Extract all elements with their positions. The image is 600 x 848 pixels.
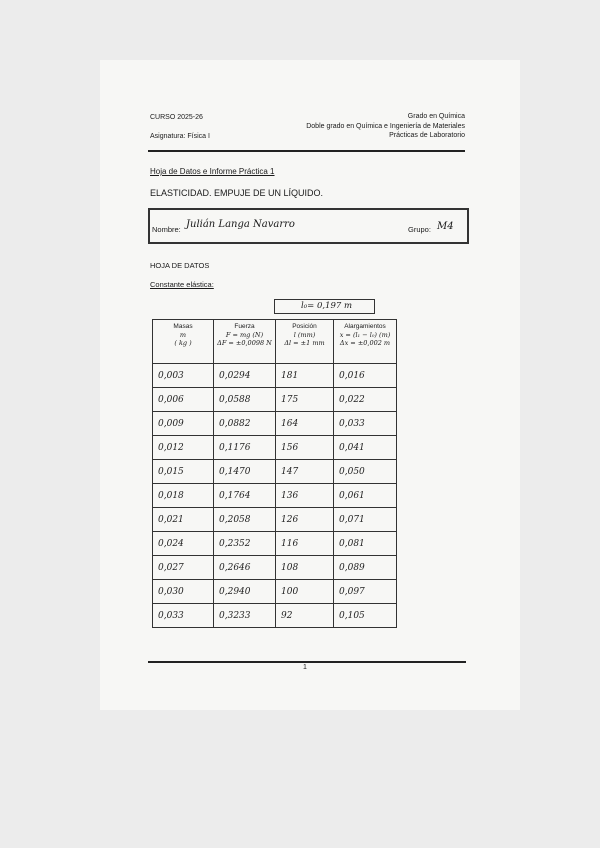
degree-line-3: Prácticas de Laboratorio — [389, 132, 465, 139]
table-row — [153, 460, 397, 484]
cell-fuerza: 0,2058 — [214, 508, 276, 532]
header-posicion — [276, 320, 334, 364]
l0-value: l₀= 0,197 m — [301, 301, 353, 311]
cell-masa: 0,024 — [153, 532, 214, 556]
header-alargamientos-line1: Alargamientos — [344, 323, 386, 330]
cell-posicion: 100 — [276, 580, 334, 604]
header-fuerza-line3: ΔF = ±0,0098 N — [217, 339, 272, 347]
cell-fuerza: 0,1176 — [214, 436, 276, 460]
header-masas-line2: m — [179, 331, 187, 339]
header-posicion-line2: l (mm) — [293, 331, 316, 339]
cell-posicion: 164 — [276, 412, 334, 436]
header-rule — [148, 150, 465, 152]
cell-fuerza: 0,0294 — [214, 364, 276, 388]
table-row — [153, 580, 397, 604]
name-box — [148, 208, 469, 244]
footer-rule — [148, 661, 466, 663]
cell-masa: 0,015 — [153, 460, 214, 484]
cell-alargamiento: 0,022 — [334, 388, 397, 412]
cell-posicion: 156 — [276, 436, 334, 460]
cell-posicion: 126 — [276, 508, 334, 532]
cell-masa: 0,009 — [153, 412, 214, 436]
table-header-row — [153, 320, 397, 364]
cell-alargamiento: 0,071 — [334, 508, 397, 532]
cell-fuerza: 0,2352 — [214, 532, 276, 556]
doc-title: Hoja de Datos e Informe Práctica 1 — [150, 167, 275, 176]
cell-masa: 0,018 — [153, 484, 214, 508]
cell-alargamiento: 0,089 — [334, 556, 397, 580]
group-value: M4 — [437, 221, 454, 232]
l0-box — [274, 299, 375, 314]
cell-alargamiento: 0,033 — [334, 412, 397, 436]
cell-posicion: 108 — [276, 556, 334, 580]
cell-fuerza: 0,2646 — [214, 556, 276, 580]
cell-alargamiento: 0,016 — [334, 364, 397, 388]
table-row — [153, 412, 397, 436]
header-fuerza — [214, 320, 276, 364]
cell-masa: 0,030 — [153, 580, 214, 604]
cell-masa: 0,012 — [153, 436, 214, 460]
degree-line-2: Doble grado en Química e Ingeniería de Materiales — [306, 123, 465, 130]
table-row — [153, 604, 397, 628]
header-alargamientos-line3: Δx = ±0,002 m — [339, 339, 391, 347]
cell-posicion: 147 — [276, 460, 334, 484]
cell-masa: 0,027 — [153, 556, 214, 580]
header-alargamientos — [334, 320, 397, 364]
header-masas-line1: Masas — [173, 323, 193, 330]
table-row — [153, 508, 397, 532]
cell-alargamiento: 0,105 — [334, 604, 397, 628]
table-row — [153, 388, 397, 412]
cell-posicion: 92 — [276, 604, 334, 628]
name-value: Julián Langa Navarro — [186, 219, 295, 230]
subject-label: Asignatura: Física I — [150, 133, 210, 140]
cell-masa: 0,006 — [153, 388, 214, 412]
cell-fuerza: 0,0882 — [214, 412, 276, 436]
header-fuerza-line2: F = mg (N) — [225, 331, 264, 339]
cell-alargamiento: 0,050 — [334, 460, 397, 484]
cell-alargamiento: 0,041 — [334, 436, 397, 460]
header-alargamientos-line2: x = (l₁ − l₀) (m) — [339, 331, 391, 339]
data-table — [152, 319, 397, 628]
header-masas — [153, 320, 214, 364]
cell-posicion: 181 — [276, 364, 334, 388]
page-number: 1 — [303, 664, 307, 671]
cell-alargamiento: 0,097 — [334, 580, 397, 604]
cell-alargamiento: 0,081 — [334, 532, 397, 556]
practice-title: ELASTICIDAD. EMPUJE DE UN LÍQUIDO. — [150, 188, 324, 198]
section-title: HOJA DE DATOS — [150, 261, 210, 270]
header-masas-line3: ( kg ) — [174, 339, 192, 347]
header-fuerza-line1: Fuerza — [234, 323, 255, 330]
group-label: Grupo: — [408, 225, 431, 234]
name-label: Nombre: — [152, 225, 181, 234]
cell-posicion: 116 — [276, 532, 334, 556]
course-label: CURSO 2025-26 — [150, 114, 203, 121]
cell-fuerza: 0,1470 — [214, 460, 276, 484]
cell-masa: 0,021 — [153, 508, 214, 532]
degree-line-1: Grado en Química — [407, 113, 465, 120]
cell-masa: 0,033 — [153, 604, 214, 628]
cell-masa: 0,003 — [153, 364, 214, 388]
cell-fuerza: 0,2940 — [214, 580, 276, 604]
cell-fuerza: 0,1764 — [214, 484, 276, 508]
header-posicion-line3: Δl = ±1 mm — [284, 339, 325, 347]
table-row — [153, 364, 397, 388]
cell-posicion: 175 — [276, 388, 334, 412]
table-row — [153, 556, 397, 580]
cell-fuerza: 0,3233 — [214, 604, 276, 628]
subsection-title: Constante elástica: — [150, 280, 214, 289]
cell-posicion: 136 — [276, 484, 334, 508]
cell-fuerza: 0,0588 — [214, 388, 276, 412]
table-row — [153, 436, 397, 460]
table-row — [153, 532, 397, 556]
table-row — [153, 484, 397, 508]
header-posicion-line1: Posición — [292, 323, 317, 330]
cell-alargamiento: 0,061 — [334, 484, 397, 508]
